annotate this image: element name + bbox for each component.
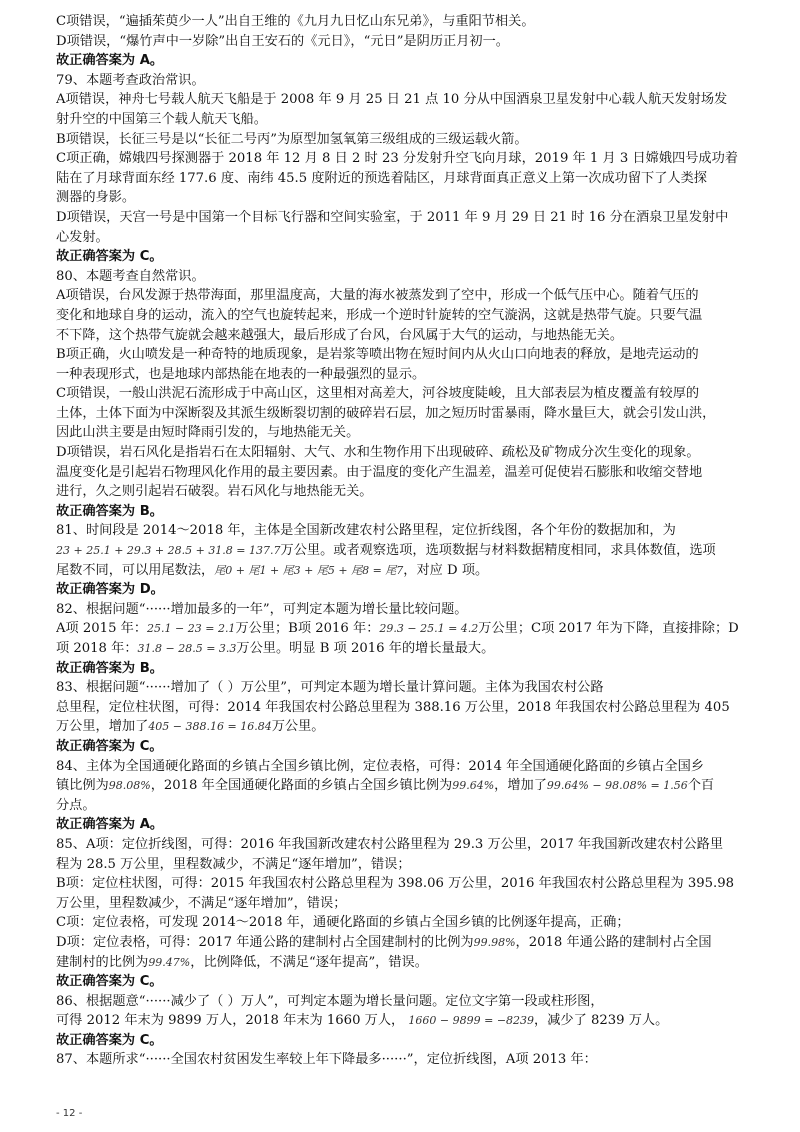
math-formula: 25.1 − 23 = 2.1 bbox=[147, 622, 236, 636]
answer-line: 故正确答案为 D。 bbox=[56, 582, 164, 598]
text-span: ，2018 年通公路的建制村占全国 bbox=[515, 934, 712, 950]
text-line: 测器的身影。 bbox=[56, 190, 136, 206]
text-line: 进行，久之则引起岩石破裂。岩石风化与地热能无关。 bbox=[56, 484, 373, 500]
text-span: A项 2015 年： bbox=[56, 621, 148, 637]
text-line: 一种表现形式，也是地球内部热能在地表的一种最强烈的显示。 bbox=[56, 366, 426, 382]
text-line bbox=[56, 639, 756, 659]
math-formula: 1660 − 9899 = −8239 bbox=[408, 1014, 535, 1028]
text-line: 86、根据题意“······减少了（ ）万人”，可判定本题为增长量问题。定位文字第一段或柱形图， bbox=[56, 993, 604, 1009]
text-span: 项 2018 年： bbox=[56, 641, 138, 656]
text-span: ，减少了 8239 万人。 bbox=[534, 1013, 669, 1029]
text-line: 84、主体为全国通硬化路面的乡镇占全国乡镇比例，定位表格，可得：2014 年全国通硬化路面的乡镇占全国乡 bbox=[56, 758, 704, 774]
text-span: 可得 2012 年末为 9899 万人，2018 年末为 1660 万人， bbox=[56, 1013, 409, 1029]
text-span: D项：定位表格，可得：2017 年通公路的建制村占全国建制村的比例为 bbox=[56, 934, 474, 950]
text-line bbox=[56, 561, 756, 581]
text-line: 陆在了月球背面东经 177.6 度、南纬 45.5 度附近的预选着陆区，月球背面真正意义上第一次成功留下了人类探 bbox=[56, 170, 707, 186]
text-span: 个百 bbox=[687, 778, 715, 794]
page-number: - 12 - bbox=[56, 1108, 83, 1119]
text-line: 总里程，定位柱状图，可得：2014 年我国农村公路总里程为 388.16 万公里，2018 年我国农村公路总里程为 405 bbox=[56, 699, 730, 715]
text-line: 87、本题所求“······全国农村贫困发生率较上年下降最多······”，定位折线图，A项 2013 年： bbox=[56, 1052, 597, 1068]
text-line: A项错误，台风发源于热带海面，那里温度高，大量的海水被蒸发到了空中，形成一个低气压中心。随着气压的 bbox=[56, 288, 699, 304]
answer-line: 故正确答案为 B。 bbox=[56, 660, 163, 676]
document-page bbox=[56, 12, 756, 1070]
text-span: ，增加了 bbox=[494, 778, 547, 794]
text-line: D项错误，岩石风化是指岩石在太阳辐射、大气、水和生物作用下出现破碎、疏松及矿物成分次生变化的现象。 bbox=[56, 445, 700, 461]
text-span: ，比例降低，不满足“逐年提高”，错误。 bbox=[190, 954, 428, 970]
text-span: 万公里；B项 2016 年： bbox=[235, 621, 380, 637]
text-span: ，2018 年全国通硬化路面的乡镇占全国乡镇比例为 bbox=[150, 778, 453, 794]
text-line bbox=[56, 933, 756, 953]
text-line: 土体，土体下面为中深断裂及其派生级断裂切割的破碎岩石层，加之短历时雷暴雨，降水量巨大，就会引发山洪， bbox=[56, 405, 716, 421]
answer-line: 故正确答案为 C。 bbox=[56, 1032, 163, 1048]
text-span: 万公里。明显 B 项 2016 年的增长量最大。 bbox=[236, 641, 495, 656]
math-formula: 99.64% bbox=[452, 779, 495, 793]
answer-line: 故正确答案为 A。 bbox=[56, 53, 164, 69]
text-line: C项错误，“遍插茱萸少一人”出自王维的《九月九日忆山东兄弟》，与重阳节相关。 bbox=[56, 14, 535, 29]
text-line: 83、根据问题“······增加了（ ）万公里”，可判定本题为增长量计算问题。主体为我国农村公路 bbox=[56, 680, 604, 696]
text-line: 79、本题考查政治常识。 bbox=[56, 72, 205, 88]
text-line: B项错误，长征三号是以“长征二号丙”为原型加氢氧第三级组成的三级运载火箭。 bbox=[56, 131, 528, 147]
text-span: 万公里，增加了 bbox=[56, 719, 149, 735]
text-line bbox=[56, 1011, 756, 1031]
text-line bbox=[56, 541, 756, 561]
text-line: C项：定位表格，可发现 2014～2018 年，通硬化路面的乡镇占全国乡镇的比例逐年提高，正确； bbox=[56, 915, 630, 931]
text-line: 80、本题考查自然常识。 bbox=[56, 268, 205, 284]
text-line: C项正确，嫦娥四号探测器于 2018 年 12 月 8 日 2 时 23 分发射升空飞向月球，2019 年 1 月 3 日嫦娥四号成功着 bbox=[56, 151, 738, 167]
math-formula: 尾0 + 尾1 + 尾3 + 尾5 + 尾8 = 尾7 bbox=[214, 563, 404, 577]
text-line: 温度变化是引起岩石物理风化作用的最主要因素。由于温度的变化产生温差，温差可促使岩石膨胀和收缩交替地 bbox=[56, 464, 703, 480]
text-span: 万公里。 bbox=[271, 719, 325, 735]
answer-line: 故正确答案为 A。 bbox=[56, 817, 164, 833]
text-line: D项错误，天宫一号是中国第一个目标飞行器和空间实验室，于 2011 年 9 月 29 日 21 时 16 分在酒泉卫星发射中 bbox=[56, 209, 729, 225]
text-line bbox=[56, 953, 756, 973]
text-line: 心发射。 bbox=[56, 229, 109, 245]
text-line bbox=[56, 776, 756, 796]
text-line: 不下降，这个热带气旋就会越来越强大，最后形成了台风，台风属于大气的运动，与地热能无关。 bbox=[56, 327, 624, 343]
text-span: 万公里。或者观察选项，选项数据与材料数据精度相同，求具体数值，选项 bbox=[280, 543, 716, 559]
answer-line: 故正确答案为 C。 bbox=[56, 974, 163, 990]
text-line: 因此山洪主要是由短时降雨引发的，与地热能无关。 bbox=[56, 425, 360, 441]
math-formula: 29.3 − 25.1 = 4.2 bbox=[379, 622, 479, 636]
text-span: 镇比例为 bbox=[56, 778, 109, 794]
text-line: 程为 28.5 万公里，里程数减少，不满足“逐年增加”，错误； bbox=[56, 856, 411, 872]
answer-line: 故正确答案为 C。 bbox=[56, 738, 163, 754]
text-line bbox=[56, 619, 756, 639]
math-formula: 98.08% bbox=[108, 779, 151, 793]
text-line: D项错误，“爆竹声中一岁除”出自王安石的《元日》，“元日”是阴历正月初一。 bbox=[56, 33, 509, 49]
text-span: 建制村的比例为 bbox=[56, 954, 149, 970]
math-formula: 99.98% bbox=[473, 935, 516, 949]
math-formula: 31.8 − 28.5 = 3.3 bbox=[137, 642, 237, 655]
text-span: ，对应 D 项。 bbox=[403, 562, 489, 578]
math-formula: 405 − 388.16 = 16.84 bbox=[148, 720, 272, 734]
text-line: 万公里，里程数减少，不满足“逐年增加”，错误； bbox=[56, 895, 347, 911]
text-line: 变化和地球自身的运动，流入的空气也旋转起来，形成一个逆时针旋转的空气漩涡，这就是热带气旋。只要气温 bbox=[56, 307, 703, 323]
text-span: 尾数不同，可以用尾数法， bbox=[56, 562, 215, 578]
text-line: 85、A项：定位折线图，可得：2016 年我国新改建农村公路里程为 29.3 万公里，2017 年我国新改建农村公路里 bbox=[56, 836, 724, 852]
answer-line: 故正确答案为 B。 bbox=[56, 503, 163, 519]
math-formula: 99.64% − 98.08% = 1.56 bbox=[546, 779, 688, 793]
text-line: 分点。 bbox=[56, 797, 96, 813]
text-line: 81、时间段是 2014～2018 年，主体是全国新改建农村公路里程，定位折线图，各个年份的数据加和，为 bbox=[56, 523, 676, 539]
text-line: 射升空的中国第三个载人航天飞船。 bbox=[56, 111, 267, 127]
answer-line: 故正确答案为 C。 bbox=[56, 249, 163, 265]
text-line: A项错误，神舟七号载人航天飞船是于 2008 年 9 月 25 日 21 点 10 分从中国酒泉卫星发射中心载人航天发射场发 bbox=[56, 92, 728, 108]
text-line bbox=[56, 717, 756, 737]
math-formula: 23 + 25.1 + 29.3 + 28.5 + 31.8 = 137.7 bbox=[56, 544, 281, 558]
math-formula: 99.47% bbox=[148, 955, 191, 969]
text-line: C项错误，一般山洪泥石流形成于中高山区，这里相对高差大，河谷坡度陡峻，且大部表层为植皮覆盖有较厚的 bbox=[56, 386, 700, 402]
text-line: 82、根据问题“······增加最多的一年”，可判定本题为增长量比较问题。 bbox=[56, 601, 468, 617]
text-line: B项：定位柱状图，可得：2015 年我国农村公路总里程为 398.06 万公里，2016 年我国农村公路总里程为 395.98 bbox=[56, 876, 734, 892]
text-line: B项正确，火山喷发是一种奇特的地质现象，是岩浆等喷出物在短时间内从火山口向地表的释放，是地壳运动的 bbox=[56, 347, 699, 363]
text-span: 万公里；C项 2017 年为下降，直接排除；D bbox=[478, 621, 739, 637]
